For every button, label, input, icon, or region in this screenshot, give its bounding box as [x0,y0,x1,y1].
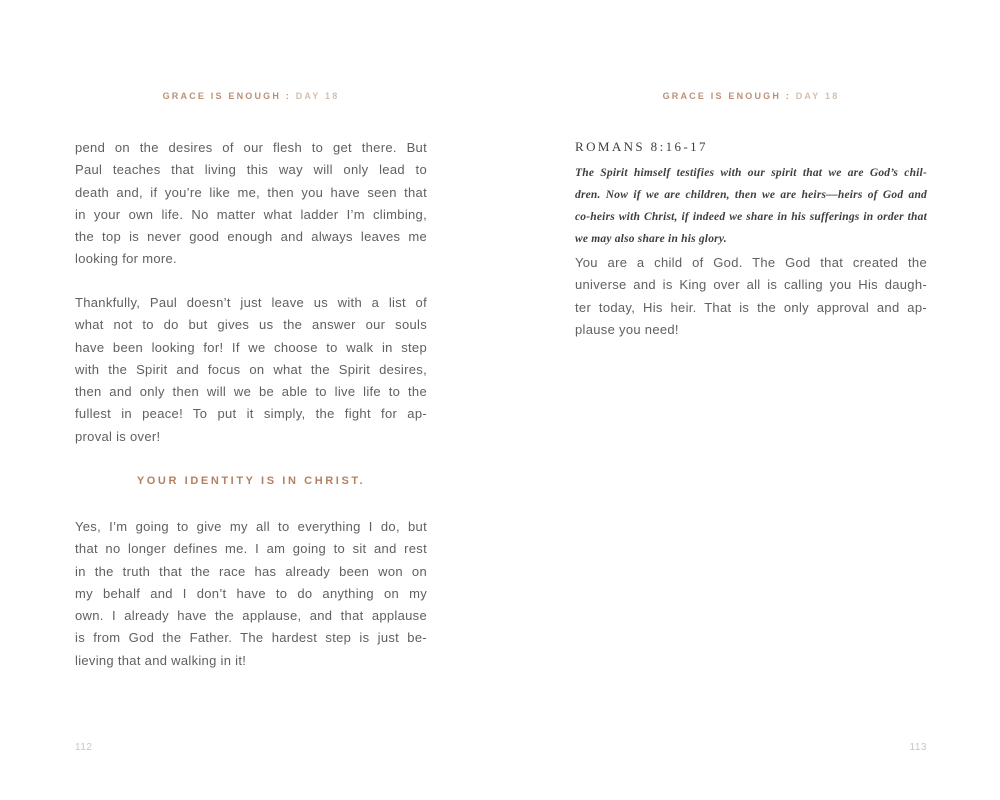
page-number-left: 112 [75,742,93,753]
body-paragraph-2: Thankfully, Paul doesn’t just leave us with a list of what not to do but gives us the answer our souls have been looking for! If we choose to walk in step with the Spirit and focus on what the Spirit desires, then and only then will we be able to live life to the fullest in peace! To put it simply, the fight for ap- proval is over! [75,295,427,444]
page-left-running-header [75,91,427,101]
body-paragraph-1: pend on the desires of our flesh to get there. But Paul teaches that living this way will only lead to death and, if you’re like me, then you have seen that in your own life. No matter what ladder I’m climbing, the top is never good enough and always leaves me looking for more. [75,140,427,267]
page-left [75,0,427,800]
page-number-right: 113 [909,742,927,753]
running-header-day: DAY 18 [295,91,340,101]
body-paragraph-right: You are a child of God. The God that created the universe and is King over all is calling you His daugh- ter today, His heir. That is the only approval and ap- plause you need! [575,255,927,337]
body-paragraph-3: Yes, I’m going to give my all to everything I do, but that no longer defines me. I am going to sit and rest in the truth that the race has already been won on my behalf and I don’t have to do anything on my own. I already have the applause, and that applause is from God the Father. The hardest step is just be- lieving that and walking in it! [75,519,427,668]
verse-reference: ROMANS 8:16-17 [575,139,708,154]
section-heading: YOUR IDENTITY IS IN CHRIST. [136,475,366,487]
page-right-running-header [575,91,927,101]
verse-quotation: The Spirit himself testifies with our spirit that we are God’s chil- dren. Now if we are children, then we are heirs—heirs of God and co-heirs with Christ, if indeed we share in his sufferings in order that we may also share in his glory. [575,167,927,245]
page-right [575,0,927,800]
running-header-title: GRACE IS ENOUGH : [162,91,291,101]
running-header-title: GRACE IS ENOUGH : [662,91,791,101]
running-header-day: DAY 18 [795,91,840,101]
